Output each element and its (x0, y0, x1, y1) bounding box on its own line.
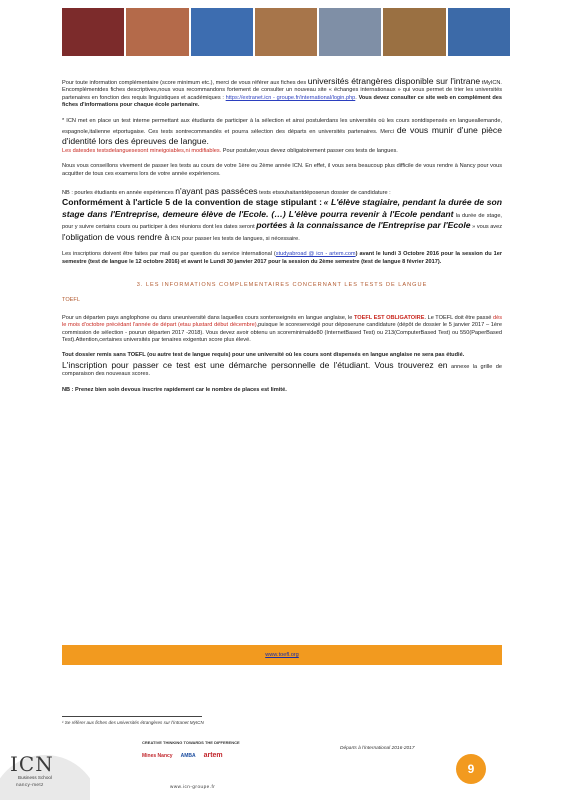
header-photo-strip (62, 8, 510, 56)
section-subheading: TOEFL (62, 297, 80, 304)
header-photo (191, 8, 253, 56)
text: Les inscriptions doivent être faites par mail ou par question du service international ( (62, 251, 276, 258)
text: tests etsouhaitantdéposerun dossier de candidature : (259, 190, 391, 197)
text-large: L'inscription pour passer ce test est une démarche personnelle de l'étudiant. Vous trouverez en (62, 359, 448, 370)
text-bold: ) avant le lundi 3 Octobre 2016 pour la session du 1er semestre (test de langue le 12 octobre 2016) et avant le Lundi 30 janvier 2017 pour la session du 2ème semestre (test de langue 8 février 2017). (62, 251, 502, 265)
paragraph-nb (62, 186, 502, 243)
header-photo (62, 8, 124, 56)
text: » vous avez (472, 224, 503, 231)
text-red-bold: TOEFL EST OBLIGATOIRE (353, 314, 425, 321)
footnote: ¹ Se référer aux fiches des universités étrangères sur l'intranet MyICN (62, 720, 204, 725)
main-content (62, 76, 502, 402)
text-large: l'obligation de vous rendre à (62, 231, 170, 242)
text-bold-italic: « L'élève stagiaire, pendant la durée de son stage dans l'Entreprise, demeure élève de l'Ecole. (…) L'élève pourra revenir à l'Ecole pendant (62, 197, 502, 219)
footnote-divider (62, 716, 202, 717)
paragraph-internal-test (62, 118, 502, 156)
toefl-link[interactable]: www.toefl.org (265, 652, 299, 658)
text: . Le TOEFL doit être passé (424, 314, 492, 321)
header-photo (383, 8, 445, 56)
header-photo (448, 8, 510, 56)
paragraph-registration (62, 251, 502, 266)
text: annexe la grille de comparaison des nouveaux scores. (62, 363, 502, 378)
icn-logo: ICN (10, 752, 54, 776)
page-number: 9 (467, 762, 475, 776)
text: la durée de stage, pour y suivre certains cours ou participer à des réunions dont les dates seront (62, 212, 502, 231)
text: NB : pourles étudiants en année expériences (62, 190, 174, 197)
text-bold: Tout dossier remis sans TOEFL (ou autre test de langue requis) pour une université où les cours sont dispensés en langue anglaise ne sera pas étudié. (62, 352, 465, 359)
paragraph-nb-places (62, 387, 502, 394)
header-photo (319, 8, 381, 56)
partner-logo-mines: Mines Nancy (142, 752, 173, 759)
paragraph-toefl: Pour un départen pays anglophone ou dans uneuniversité dans laquelles cours sontenseignés en langue anglaise, le TOEFL EST OBLIGATOIRE. Le TOEFL doit être passé dès le mois d'octobre précédant l'année de départ (etau plustard début décembre),puisque le scoreserexigé pour déposerune candidature (dépôt de dossier le 5 janvier 2017 – 1ère commission de sélection - pourun départen 2017 -2018). Vous devez avoir obtenu un scoreminimalde80 (InternetBased Test) ou 213(ComputerBased Test) ou 550(PaperBased Test).Attention,certaines universités par tenaires exigentun score plus élevé. (62, 314, 502, 343)
text-red: dès le mois d'octobre précédant l'année de départ (etau plustard début décembre) (62, 314, 502, 329)
extranet-link[interactable]: https://extranet.icn - groupe.fr/international/login.php (225, 94, 356, 101)
text: Pour toute information complémentaire (score minimum etc.), merci de vous référer aux fiches des (62, 80, 307, 86)
partner-logo-artem: artem (203, 752, 223, 759)
text-bold: Vous devez consulter ce site web en complément des fiches d'informations pour chaque école partenaire. (62, 94, 503, 109)
icn-logo-location: nancy-metz (16, 782, 44, 787)
icn-logo-sub: Business School (18, 775, 52, 780)
text-large: n'ayant pas passéces (175, 186, 258, 197)
text: * ICN met en place un test interne permettant aux étudiants de participer à la sélection et ainsi postulerdans les universités où les cours sontdispensés en langueallemande, espagnole,italienne etportugaise. Ces tests sontrecommandés et pourra sélection des départs en universités partenaires. Merci (62, 117, 502, 136)
text: Pour postuler,vous devez obligatoirement passer ces tests de langues. (222, 147, 398, 154)
header-photo (126, 8, 188, 56)
text: tMyICN. Encomplémentdes fiches descriptives,nous vous recommandons fortement de consulter un nouveau site « échanges internationaux » qui vous permet de trier les universités partenaires en fonction des requis linguistiques et académiques : (62, 80, 502, 101)
section-heading: 3. LES INFORMATIONS COMPLEMENTAIRES CONCERNANT LES TESTS DE LANGUE (136, 281, 428, 288)
text: ICN pour passer les tests de langues, si nécessaire. (170, 235, 300, 242)
paragraph-info: Pour toute information complémentaire (score minimum etc.), merci de vous référer aux fiches des universités étrangères disponible sur l'intrane tMyICN. Encomplémentdes fiches descriptives,nous vous recommandons fortement de consulter un nouveau site « échanges internationaux » qui vous permet de trier les universités partenaires en fonction des requis linguistiques et académiques : https://extranet.icn - groupe.fr/international/login.php. Vous devez consulter ce site web en complément des fiches d'informations pour chaque école partenaire. (62, 76, 503, 109)
text: ,puisque le scoreserexigé pour déposerune candidature (dépôt de dossier le 5 janvier 2017 – 1ère commission de sélection - pourun départen 2017 -2018). Vous devez avoir obtenu un scoreminimalde80 (InternetBased Test) ou 213(ComputerBased Test) ou 550(PaperBased Test).Attention,certaines universités par tenaires exigentun score plus élevé (62, 322, 502, 343)
studyabroad-email-link[interactable]: studyabroad @ icn - artem.com (275, 251, 356, 258)
text-large: de vous munir d'une pièce d'identité lors des épreuves de langue. (62, 125, 502, 147)
paragraph-toefl-required (62, 352, 502, 378)
toefl-banner (62, 645, 502, 665)
text-bold-italic: portées à la connaissance de l'Entreprise par l'Ecole (256, 220, 471, 231)
partners-slogan: CREATIVE THINKING TOWARDS THE DIFFERENCE (142, 740, 240, 745)
document-title: Départs à l'international 2016-2017 (340, 746, 415, 751)
text-large: universités étrangères disponible sur l'intrane (307, 76, 481, 86)
footer-website: www.icn-groupe.fr (170, 784, 216, 789)
header-photo (255, 8, 317, 56)
text-bold-large: Conformément à l'article 5 de la convention de stage stipulant : (62, 197, 322, 208)
text: Pour un départen pays anglophone ou dans uneuniversité dans laquelles cours sontenseignés en langue anglaise, le (62, 314, 353, 321)
page-number-badge (456, 754, 486, 784)
partner-logo-amba: AMBA (180, 752, 196, 759)
text-red: Les datesdes testsdelanguesesont mineigoiables,ni modifiables. (62, 147, 222, 154)
partner-logos (142, 752, 223, 759)
paragraph-advice (62, 163, 502, 178)
text-bold: NB : Prenez bien soin devous inscrire rapidement car le nombre de places est limité. (62, 386, 287, 393)
text: Nous vous conseillons vivement de passer les tests au cours de votre 1ère ou 2ème année ICN. En effet, il vous sera beaucoup plus difficile de vous rendre à Nancy pour vous acquitter de tous ces examens lors de votre année expériences. (62, 163, 502, 177)
